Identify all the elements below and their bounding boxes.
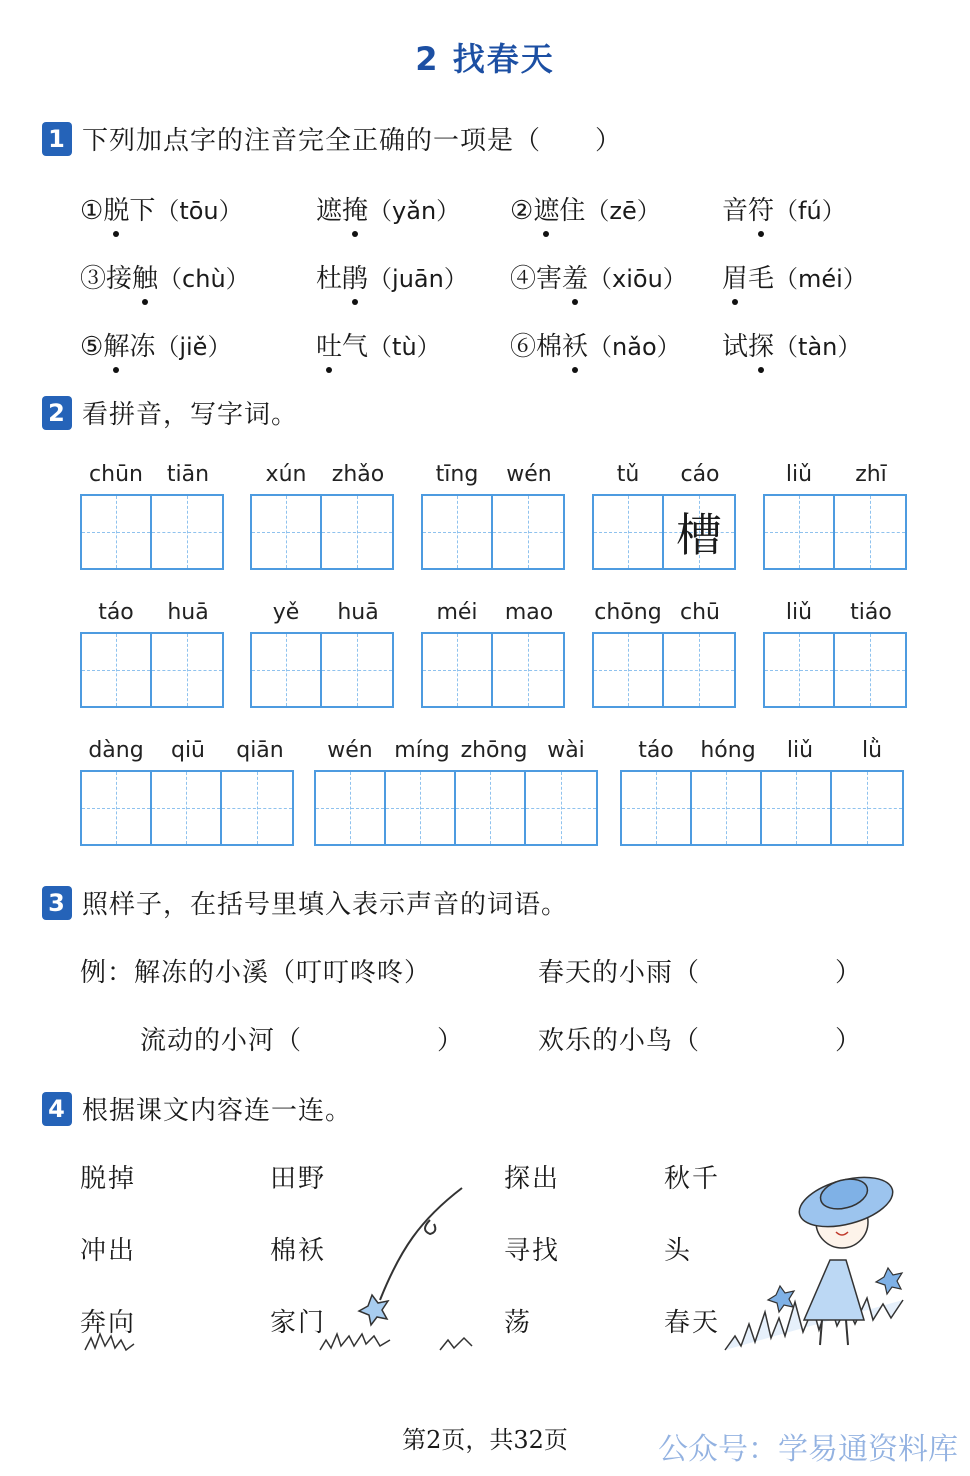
match-word[interactable]: 春天: [664, 1308, 721, 1338]
q4-number: 4: [42, 1092, 72, 1126]
word-char: 遮: [316, 196, 343, 226]
q1-number: 1: [42, 122, 72, 156]
grid-cell[interactable]: [835, 634, 905, 706]
q1-option[interactable]: [80, 258, 250, 295]
option-marker: ⑤: [80, 332, 104, 362]
pinyin-label: yě: [272, 600, 300, 625]
word-char: 接: [106, 264, 133, 294]
writing-grid[interactable]: [250, 494, 394, 570]
q1-option[interactable]: [80, 326, 231, 363]
pinyin-label: dàng: [88, 738, 144, 763]
leaf-curl: [425, 1220, 435, 1234]
grid-cell[interactable]: [594, 634, 664, 706]
blue-flower-icon: [876, 1268, 902, 1294]
option-marker: ②: [510, 196, 534, 226]
word-char: 符: [748, 190, 774, 227]
match-word[interactable]: 棉袄: [270, 1236, 327, 1266]
word-char: 羞: [562, 258, 588, 295]
q1-prompt: 下列加点字的注音完全正确的一项是（ ）: [82, 126, 623, 156]
pinyin-label: wén: [327, 738, 373, 763]
q1-option[interactable]: [722, 190, 846, 227]
pinyin-label: liǔ: [786, 738, 814, 763]
pinyin-label: xún: [265, 462, 307, 487]
q3-item-river[interactable]: 流动的小河（ ）: [140, 1026, 465, 1056]
grid-cell[interactable]: [252, 634, 322, 706]
q4-heading: [42, 1090, 352, 1127]
pinyin-label: chōng: [594, 600, 662, 625]
grid-cell[interactable]: [82, 772, 152, 844]
writing-grid[interactable]: [80, 632, 224, 708]
q1-option[interactable]: [510, 326, 681, 363]
grid-cell[interactable]: [765, 496, 835, 568]
grid-cell[interactable]: [594, 496, 664, 568]
match-word[interactable]: 探出: [504, 1164, 561, 1194]
pinyin-annotation: （tōu）: [155, 197, 243, 225]
writing-grid[interactable]: [314, 770, 598, 846]
writing-grid[interactable]: [421, 494, 565, 570]
pinyin-annotation: （yǎn）: [368, 197, 461, 225]
match-word[interactable]: 田野: [270, 1164, 327, 1194]
pinyin-label: wài: [547, 738, 585, 763]
match-word[interactable]: 寻找: [504, 1236, 561, 1266]
word-char: 害: [536, 264, 563, 294]
grid-cell[interactable]: [322, 496, 392, 568]
match-word[interactable]: 家门: [270, 1308, 327, 1338]
grid-cell[interactable]: [152, 634, 222, 706]
pinyin-annotation: （xiōu）: [588, 265, 687, 293]
pinyin-label: lǜ: [861, 738, 883, 763]
pinyin-label: míng: [394, 738, 450, 763]
q4-prompt: 根据课文内容连一连。: [82, 1096, 353, 1126]
pinyin-label: qiān: [236, 738, 284, 763]
pinyin-label: tiáo: [850, 600, 892, 625]
match-word[interactable]: 脱掉: [80, 1164, 137, 1194]
q2-prompt: 看拼音，写字词。: [82, 400, 299, 430]
q1-option[interactable]: [316, 258, 468, 295]
writing-grid[interactable]: [592, 632, 736, 708]
writing-grid[interactable]: [620, 770, 904, 846]
pinyin-label: táo: [638, 738, 674, 763]
pinyin-label: chū: [680, 600, 720, 625]
option-marker: ⑥: [510, 332, 537, 362]
word-char: 探: [748, 326, 774, 363]
word-char: 袄: [562, 326, 588, 363]
writing-grid[interactable]: [763, 494, 907, 570]
grid-cell[interactable]: [692, 772, 762, 844]
q1-option[interactable]: [722, 258, 867, 295]
q3-number: 3: [42, 886, 72, 920]
grid-cell[interactable]: [316, 772, 386, 844]
grid-cell[interactable]: [664, 634, 734, 706]
pinyin-annotation: （tàn）: [774, 333, 862, 361]
watermark: 公众号：学易通资料库: [658, 1432, 958, 1467]
grid-cell[interactable]: [423, 634, 493, 706]
writing-grid[interactable]: [763, 632, 907, 708]
grass-mid: [320, 1334, 472, 1350]
pinyin-label: méi: [436, 600, 478, 625]
q3-item-rain[interactable]: 春天的小雨（ ）: [538, 958, 863, 988]
grid-cell[interactable]: [832, 772, 902, 844]
grid-cell[interactable]: [252, 496, 322, 568]
pinyin-label: huā: [337, 600, 379, 625]
grid-cell[interactable]: [82, 634, 152, 706]
q1-option[interactable]: [316, 326, 441, 363]
page-footer: 第2页，共32页: [402, 1426, 568, 1454]
pinyin-label: mao: [504, 600, 554, 625]
writing-grid[interactable]: [592, 494, 736, 570]
word-char: 遮: [533, 190, 559, 227]
pinyin-label: hóng: [700, 738, 756, 763]
word-char: 毛: [748, 264, 775, 294]
pinyin-annotation: （nǎo）: [588, 333, 681, 361]
grid-cell[interactable]: [152, 496, 222, 568]
grid-cell[interactable]: [456, 772, 526, 844]
pinyin-label: huā: [167, 600, 209, 625]
grid-cell[interactable]: [835, 496, 905, 568]
page-title: 2 找春天: [415, 40, 555, 78]
q3-heading: [42, 884, 568, 921]
spring-illustration: [0, 1140, 970, 1370]
pinyin-annotation: （juān）: [368, 265, 468, 293]
pinyin-label: tiān: [166, 462, 210, 487]
grid-cell[interactable]: [222, 772, 292, 844]
pinyin-label: tǔ: [616, 462, 640, 487]
pinyin-label: zhī: [855, 462, 887, 487]
pinyin-annotation: （fú）: [774, 197, 846, 225]
word-char: 掩: [342, 190, 368, 227]
word-char: 吐: [316, 326, 342, 363]
grid-cell[interactable]: [493, 634, 563, 706]
pinyin-label: táo: [98, 600, 134, 625]
writing-grid[interactable]: [80, 494, 224, 570]
writing-grid[interactable]: [250, 632, 394, 708]
grid-cell[interactable]: [664, 496, 734, 568]
word-char: 棉: [536, 332, 563, 362]
q1-option[interactable]: [510, 190, 661, 227]
pinyin-label: zhōng: [460, 738, 528, 763]
pinyin-label: zhǎo: [331, 462, 385, 487]
q2-heading: [42, 394, 298, 431]
writing-grid[interactable]: [80, 770, 294, 846]
word-char: 脱: [103, 190, 129, 227]
grid-cell[interactable]: [386, 772, 456, 844]
q3-prompt: 照样子，在括号里填入表示声音的词语。: [82, 890, 569, 920]
pinyin-annotation: （zē）: [585, 197, 661, 225]
q1-heading: [42, 120, 622, 157]
option-marker: ③: [80, 264, 107, 294]
q3-example: 例：解冻的小溪（叮叮咚咚）: [80, 958, 432, 988]
grid-cell[interactable]: [765, 634, 835, 706]
match-word[interactable]: 荡: [504, 1308, 533, 1338]
pinyin-label: cáo: [680, 462, 720, 487]
q1-option[interactable]: [510, 258, 687, 295]
match-word[interactable]: 冲出: [80, 1236, 137, 1266]
pinyin-label: tīng: [435, 462, 479, 487]
pinyin-label: liǔ: [785, 462, 813, 487]
grid-cell[interactable]: [526, 772, 596, 844]
word-char: 冻: [129, 332, 156, 362]
blue-flower-icon-2: [768, 1286, 794, 1312]
match-word[interactable]: 奔向: [80, 1308, 137, 1338]
grid-cell[interactable]: [322, 634, 392, 706]
word-char: 住: [559, 196, 586, 226]
option-marker: ④: [510, 264, 537, 294]
word-char: 鹃: [342, 258, 368, 295]
pinyin-label: chūn: [89, 462, 143, 487]
q3-item-bird[interactable]: 欢乐的小鸟（ ）: [538, 1026, 863, 1056]
word-char: 下: [129, 196, 156, 226]
q1-option[interactable]: [316, 190, 460, 227]
word-char: 音: [722, 196, 749, 226]
grid-cell[interactable]: [762, 772, 832, 844]
cell-character: 槽: [676, 508, 722, 562]
word-char: 解: [103, 326, 129, 363]
q1-option[interactable]: [722, 326, 861, 363]
match-word[interactable]: 头: [664, 1236, 693, 1266]
grid-cell[interactable]: [622, 772, 692, 844]
girl-dress: [804, 1260, 864, 1320]
word-char: 触: [132, 258, 158, 295]
pinyin-label: wén: [506, 462, 552, 487]
grid-cell[interactable]: [82, 496, 152, 568]
option-marker: ①: [80, 196, 104, 226]
grid-cell[interactable]: [152, 772, 222, 844]
grid-cell[interactable]: [423, 496, 493, 568]
star-flower-icon: [359, 1295, 388, 1325]
writing-grid[interactable]: [421, 632, 565, 708]
pinyin-label: qiū: [170, 738, 206, 763]
grass-left: [85, 1334, 134, 1350]
grid-cell[interactable]: [493, 496, 563, 568]
match-word[interactable]: 秋千: [664, 1164, 721, 1194]
word-char: 试: [722, 332, 749, 362]
q2-number: 2: [42, 396, 72, 430]
pinyin-annotation: （tù）: [368, 333, 441, 361]
word-char: 气: [342, 332, 369, 362]
pinyin-annotation: （méi）: [774, 265, 867, 293]
pinyin-annotation: （jiě）: [155, 333, 232, 361]
q1-option[interactable]: [80, 190, 243, 227]
flower-stem: [380, 1188, 462, 1300]
word-char: 杜: [316, 264, 343, 294]
pinyin-annotation: （chù）: [158, 265, 250, 293]
pinyin-label: liǔ: [785, 600, 813, 625]
word-char: 眉: [722, 258, 748, 295]
